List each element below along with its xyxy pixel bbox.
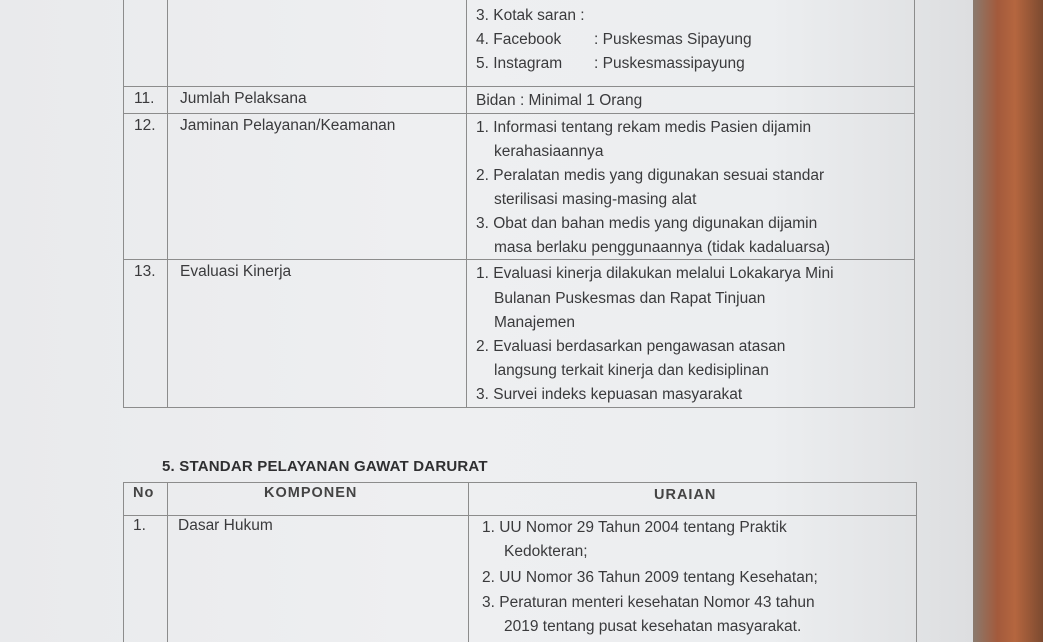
- table-border-bottom: [123, 407, 915, 408]
- row-komponen: Jumlah Pelaksana: [180, 90, 307, 107]
- table-border-right: [916, 482, 917, 642]
- contact-facebook-value: : Puskesmas Sipayung: [594, 31, 752, 48]
- row-uraian-line: 3. Obat dan bahan medis yang digunakan dijamin: [476, 215, 818, 232]
- row-number: 13.: [134, 263, 156, 280]
- row-uraian-line: 2. UU Nomor 36 Tahun 2009 tentang Kesehatan;: [482, 569, 818, 586]
- row-uraian-line: Manajemen: [494, 314, 575, 331]
- row-komponen: Dasar Hukum: [178, 517, 273, 534]
- row-uraian-line: kerahasiaannya: [494, 143, 604, 160]
- row-uraian-line: Bidan : Minimal 1 Orang: [476, 92, 643, 109]
- row-uraian-line: masa berlaku penggunaannya (tidak kadaluarsa): [494, 239, 831, 256]
- table-divider-komponen: [468, 482, 469, 642]
- table-divider-no: [167, 482, 168, 642]
- row-uraian-line: Bulanan Puskesmas dan Rapat Tinjuan: [494, 290, 766, 307]
- table-border-top: [123, 482, 917, 483]
- section-title: 5. STANDAR PELAYANAN GAWAT DARURAT: [162, 458, 488, 475]
- contact-facebook-label: 4. Facebook: [476, 31, 562, 48]
- contact-instagram-value: : Puskesmassipayung: [594, 55, 745, 72]
- row-uraian-line: 3. Survei indeks kepuasan masyarakat: [476, 386, 743, 403]
- row-number: 1.: [133, 517, 146, 534]
- table-border-left: [123, 482, 124, 642]
- row-uraian-line: sterilisasi masing-masing alat: [494, 191, 697, 208]
- table-border-right: [914, 0, 915, 408]
- column-header-uraian: URAIAN: [654, 487, 717, 503]
- row-divider: [123, 113, 915, 114]
- row-uraian-line: 3. Peraturan menteri kesehatan Nomor 43 tahun: [482, 594, 815, 611]
- column-header-komponen: KOMPONEN: [264, 485, 358, 501]
- table-divider-no: [167, 0, 168, 408]
- row-uraian-line: 1. UU Nomor 29 Tahun 2004 tentang Praktik: [482, 519, 787, 536]
- contact-instagram-label: 5. Instagram: [476, 55, 563, 72]
- wooden-table-background: [973, 0, 1043, 642]
- row-uraian-line: 2. Peralatan medis yang digunakan sesuai standar: [476, 167, 825, 184]
- row-komponen: Evaluasi Kinerja: [180, 263, 292, 280]
- row-komponen: Jaminan Pelayanan/Keamanan: [180, 117, 396, 134]
- table-divider-komponen: [466, 0, 467, 408]
- row-number: 12.: [134, 117, 156, 134]
- header-divider: [123, 515, 917, 516]
- row-uraian-line: 2019 tentang pusat kesehatan masyarakat.: [504, 618, 802, 635]
- table-border-left: [123, 0, 124, 408]
- column-header-no: No: [133, 485, 155, 501]
- contact-kotak-saran: 3. Kotak saran :: [476, 7, 585, 24]
- row-uraian-line: 1. Informasi tentang rekam medis Pasien dijamin: [476, 119, 812, 136]
- row-divider: [123, 86, 915, 87]
- row-uraian-line: 1. Evaluasi kinerja dilakukan melalui Lokakarya Mini: [476, 265, 834, 282]
- row-uraian-line: Kedokteran;: [504, 543, 588, 560]
- row-number: 11.: [134, 90, 155, 107]
- row-uraian-line: 2. Evaluasi berdasarkan pengawasan atasan: [476, 338, 786, 355]
- row-uraian-line: langsung terkait kinerja dan kedisiplinan: [494, 362, 769, 379]
- row-divider: [123, 259, 915, 260]
